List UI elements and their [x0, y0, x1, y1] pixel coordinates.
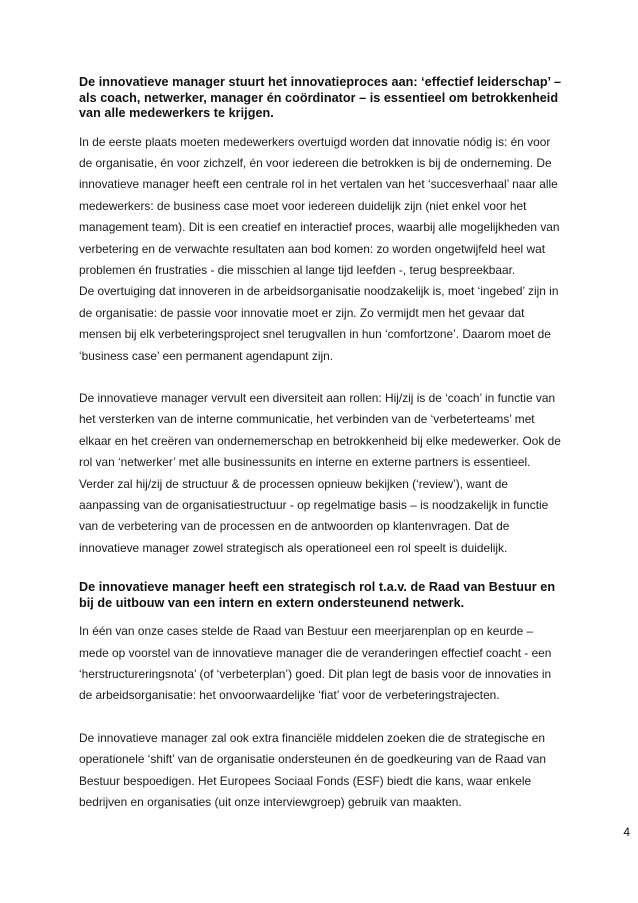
section-heading-leadership: De innovatieve manager stuurt het innovatieproces aan: ‘effectief leiderschap’ – als coach, netwerker, manager én coördinator – is essentieel om betrokkenheid van alle medewerkers te krijgen. [79, 75, 562, 120]
paragraph-convince-employees: In de eerste plaats moeten medewerkers overtuigd worden dat innovatie nódig is: én voor de organisatie, én voor zichzelf, én voor iedereen die betrokken is bij de onderneming. De innovatieve manager heeft een centrale rol in het vertalen van het ‘succesverhaal’ naar alle medewerkers: de business case moet voor iedereen duidelijk zijn (niet enkel voor het management team). Dit is een creatief en interactief proces, waarbij alle mogelijkheden van verbetering en de verwachte resultaten aan bod komen: zo worden ongetwijfeld heel wat problemen én frustraties - die misschien al lange tijd leefden -, terug bespreekbaar. [79, 134, 560, 277]
paragraph-embedded-conviction: De overtuiging dat innoveren in de arbeidsorganisatie noodzakelijk is, moet ‘ingebed’ zijn in de organisatie: de passie voor innovatie moet er zijn. Zo vermijdt men het gevaar dat mensen bij elk verbeteringsproject snel terugvallen in hun ‘comfortzone’. Daarom moet de ‘business case’ een permanent agendapunt zijn. [79, 284, 559, 363]
page-number: 4 [623, 825, 630, 839]
section-heading-strategic-role: De innovatieve manager heeft een strategisch rol t.a.v. de Raad van Bestuur en bij de uitbouw van een intern en extern ondersteunend netwerk. [79, 580, 556, 610]
paragraph-multiyear-plan: In één van onze cases stelde de Raad van Bestuur een meerjarenplan op en keurde – mede op voorstel van de innovatieve manager die de veranderingen effectief coacht - een ‘herstructureringsnota’ (of ‘verbeterplan’) goed. Dit plan legt de basis voor de innovaties in de arbeidsorganisatie: het onvoorwaardelijke ‘fiat’ voor de verbeteringstrajecten. [79, 624, 552, 703]
paragraph-diverse-roles: De innovatieve manager vervult een diversiteit aan rollen: Hij/zij is de ‘coach’ in functie van het versterken van de interne communicatie, het verbinden van de ‘verbeterteams’ met elkaar en het creëren van ondernemerschap en betrokkenheid bij elke medewerker. Ook de rol van ‘netwerker’ met alle businessunits en interne en externe partners is essentieel. Verder zal hij/zij de structuur & de processen opnieuw bekijken (‘review’), want de aanpassing van de organisatiestructuur - op regelmatige basis – is noodzakelijk in functie van de verbetering van de processen en de antwoorden op klantenvragen. Dat de innovatieve manager zowel strategisch als operationeel een rol speelt is duidelijk. [79, 390, 561, 555]
paragraph-financial-means: De innovatieve manager zal ook extra financiële middelen zoeken die de strategische en operationele ‘shift’ van de organisatie ondersteunen én de goedkeuring van de Raad van Bestuur bespoedigen. Het Europees Sociaal Fonds (ESF) biedt die kans, waar enkele bedrijven en organisaties (uit onze interviewgroep) gebruik van maakten. [79, 730, 546, 810]
document-page [79, 75, 566, 813]
